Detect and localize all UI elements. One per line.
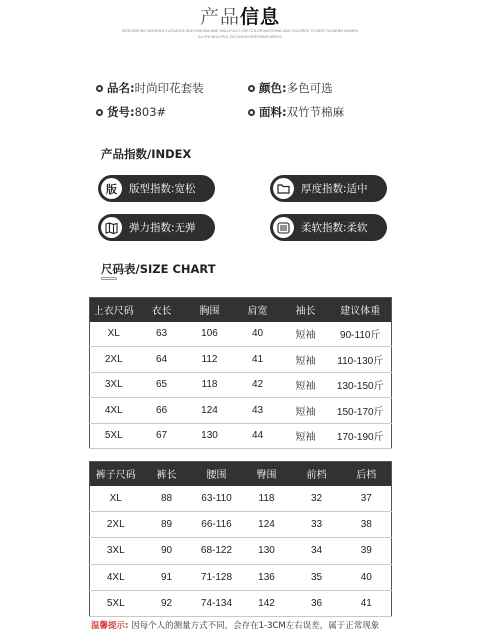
header — [0, 0, 480, 64]
table-cell: 2XL — [90, 512, 142, 538]
map-icon — [101, 217, 122, 238]
table-cell: 35 — [292, 564, 342, 590]
table-cell: 33 — [292, 512, 342, 538]
table-cell: 40 — [234, 322, 282, 347]
table-row — [90, 564, 392, 590]
table-cell: 118 — [186, 372, 234, 397]
table-cell: 短袖 — [282, 398, 330, 423]
code-value: 803# — [134, 105, 167, 119]
table-cell: 66-116 — [192, 512, 242, 538]
table-cell: 112 — [186, 347, 234, 372]
table-cell: 39 — [342, 538, 392, 564]
folder-icon — [273, 178, 294, 199]
product-fabric — [248, 104, 344, 120]
table-header: 臀围 — [242, 462, 292, 486]
table-cell: XL — [90, 322, 138, 347]
table-cell: 41 — [342, 590, 392, 616]
color-label: 颜色: — [259, 81, 287, 95]
table-cell: 68-122 — [192, 538, 242, 564]
table-header: 裤子尺码 — [90, 462, 142, 486]
table-cell: 106 — [186, 322, 234, 347]
table-cell: 42 — [234, 372, 282, 397]
table-header: 前档 — [292, 462, 342, 486]
table-cell: 短袖 — [282, 423, 330, 448]
table-cell: 92 — [142, 590, 192, 616]
table-cell: 3XL — [90, 538, 142, 564]
color-value: 多色可选 — [286, 81, 333, 95]
page-subtitle: INTEGRATING WOMEN'S ELEGANCE AND FASHION AND SKILLFULLY USE COLOR MATCHING AND TAILORED TO MEET MODERN WOMEN IN LIFE MULTIPLE OCCASION DRESSING NEEDS — [121, 29, 359, 39]
table-row — [90, 486, 392, 512]
table-cell: 130 — [186, 423, 234, 448]
table-cell: 66 — [138, 398, 186, 423]
table-cell: 63-110 — [192, 486, 242, 512]
index-value: 宽松 — [174, 183, 196, 195]
table-row — [90, 512, 392, 538]
bullet-icon — [96, 85, 103, 92]
table-cell: 5XL — [90, 590, 142, 616]
table-cell: 36 — [292, 590, 342, 616]
product-color — [248, 80, 333, 96]
table-cell: 短袖 — [282, 322, 330, 347]
table-cell: 67 — [138, 423, 186, 448]
table-header: 建议体重 — [330, 298, 392, 322]
table-cell: 63 — [138, 322, 186, 347]
page-title — [0, 2, 480, 29]
fit-icon: 版 — [101, 178, 122, 199]
table-header: 腰围 — [192, 462, 242, 486]
index-label: 弹力指数: — [129, 222, 175, 234]
table-cell: 65 — [138, 372, 186, 397]
code-label: 货号: — [107, 105, 135, 119]
table-row — [90, 590, 392, 616]
tip-label: 温馨提示: — [91, 621, 129, 631]
table-cell: 88 — [142, 486, 192, 512]
title-underline — [101, 277, 117, 280]
table-cell: 4XL — [90, 398, 138, 423]
table-cell: 130-150斤 — [330, 372, 392, 397]
table-cell: 40 — [342, 564, 392, 590]
title-bold: 信息 — [240, 6, 281, 28]
table-cell: 5XL — [90, 423, 138, 448]
table-cell: 170-190斤 — [330, 423, 392, 448]
table-cell: 短袖 — [282, 347, 330, 372]
fabric-value: 双竹节棉麻 — [286, 105, 345, 119]
table-cell: 124 — [186, 398, 234, 423]
info-row-2 — [96, 104, 416, 124]
table-header: 肩宽 — [234, 298, 282, 322]
index-thickness — [270, 175, 387, 202]
table-row — [90, 347, 392, 372]
tip-text: 因每个人的测量方式不同，会存在1-3CM左右误差，属于正常现象 — [131, 621, 380, 631]
size-tip — [91, 619, 379, 631]
title-light: 产品 — [199, 6, 240, 28]
table-cell: 38 — [342, 512, 392, 538]
pants-size-table — [89, 461, 392, 617]
table-row — [90, 372, 392, 397]
table-header: 袖长 — [282, 298, 330, 322]
index-value: 无弹 — [174, 222, 196, 234]
table-header: 胸围 — [186, 298, 234, 322]
table-cell: 91 — [142, 564, 192, 590]
table-cell: 37 — [342, 486, 392, 512]
table-cell: 3XL — [90, 372, 138, 397]
table-cell: 150-170斤 — [330, 398, 392, 423]
info-row-1 — [96, 80, 416, 100]
table-cell: 32 — [292, 486, 342, 512]
table-cell: 124 — [242, 512, 292, 538]
index-label: 柔软指数: — [301, 222, 347, 234]
table-cell: 41 — [234, 347, 282, 372]
name-label: 品名: — [107, 81, 135, 95]
index-label: 厚度指数: — [301, 183, 347, 195]
table-cell: 142 — [242, 590, 292, 616]
table-cell: 110-130斤 — [330, 347, 392, 372]
table-cell: 89 — [142, 512, 192, 538]
table-cell: 短袖 — [282, 372, 330, 397]
index-fit — [98, 175, 215, 202]
index-value: 柔软 — [346, 222, 368, 234]
table-row — [90, 423, 392, 448]
product-name — [96, 80, 204, 96]
index-title: 产品指数/INDEX — [101, 147, 192, 161]
top-size-table — [89, 297, 392, 449]
index-value: 适中 — [346, 183, 368, 195]
table-header: 上衣尺码 — [90, 298, 138, 322]
table-header: 衣长 — [138, 298, 186, 322]
table-header-row — [90, 298, 392, 322]
bullet-icon — [248, 109, 255, 116]
table-cell: 90-110斤 — [330, 322, 392, 347]
table-cell: 90 — [142, 538, 192, 564]
table-cell: 44 — [234, 423, 282, 448]
table-row — [90, 322, 392, 347]
table-header-row — [90, 462, 392, 486]
table-cell: XL — [90, 486, 142, 512]
table-cell: 136 — [242, 564, 292, 590]
index-softness — [270, 214, 387, 241]
table-cell: 2XL — [90, 347, 138, 372]
index-elasticity — [98, 214, 215, 241]
table-cell: 74-134 — [192, 590, 242, 616]
table-cell: 71-128 — [192, 564, 242, 590]
table-cell: 43 — [234, 398, 282, 423]
size-chart-title: 尺码表/SIZE CHART — [101, 262, 216, 276]
table-cell: 64 — [138, 347, 186, 372]
table-cell: 34 — [292, 538, 342, 564]
table-row — [90, 398, 392, 423]
name-value: 时尚印花套装 — [134, 81, 204, 95]
table-header: 裤长 — [142, 462, 192, 486]
table-cell: 130 — [242, 538, 292, 564]
table-row — [90, 538, 392, 564]
bullet-icon — [248, 85, 255, 92]
product-code — [96, 104, 166, 120]
fabric-label: 面料: — [259, 105, 287, 119]
table-header: 后档 — [342, 462, 392, 486]
index-label: 版型指数: — [129, 183, 175, 195]
softness-icon — [273, 217, 294, 238]
bullet-icon — [96, 109, 103, 116]
table-cell: 4XL — [90, 564, 142, 590]
table-cell: 118 — [242, 486, 292, 512]
